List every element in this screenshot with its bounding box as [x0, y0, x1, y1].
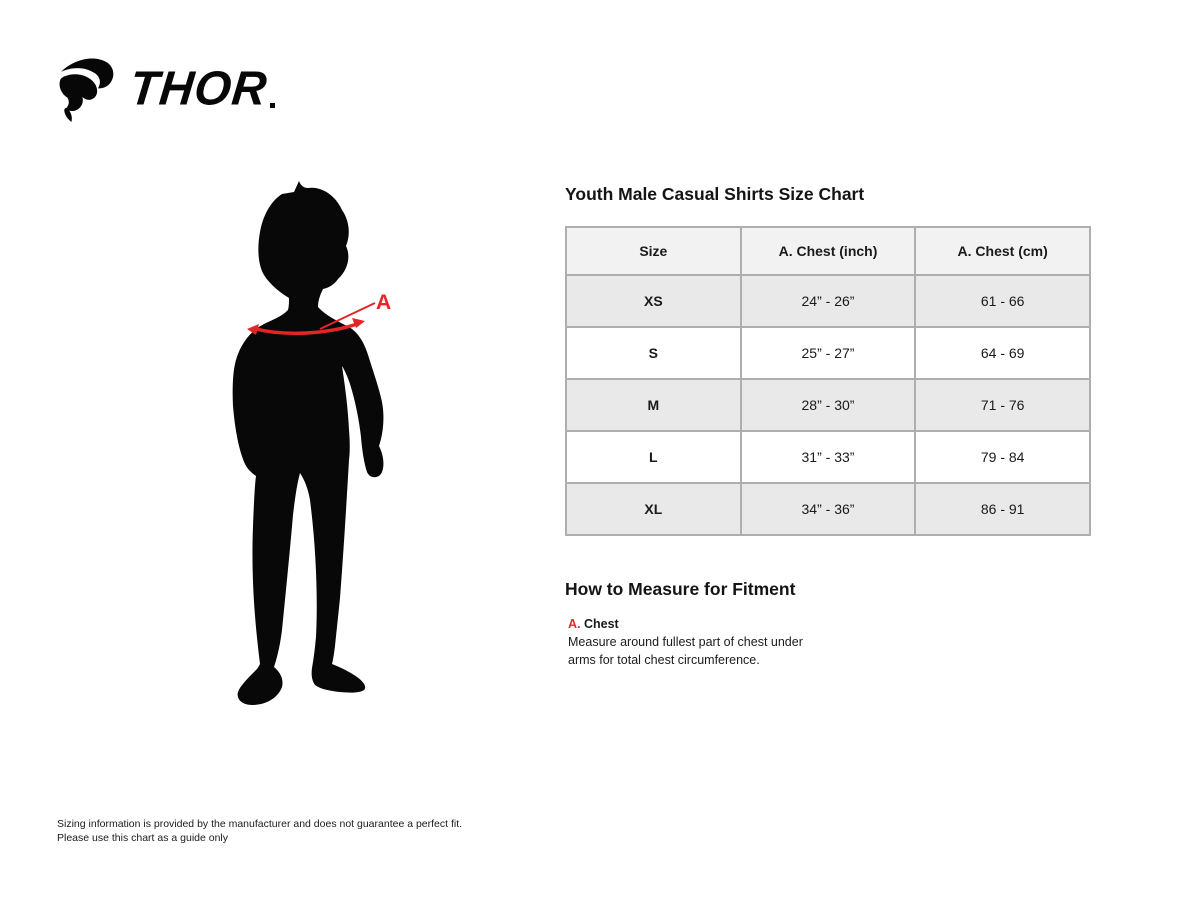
size-table: [565, 226, 1091, 536]
size-value: L: [566, 431, 741, 483]
chest-inch-value: 25” - 27”: [741, 327, 916, 379]
chest-cm-value: 64 - 69: [915, 327, 1090, 379]
logo-trademark-dot: [270, 103, 275, 108]
column-header-chest-cm: A. Chest (cm): [915, 227, 1090, 275]
column-header-chest-inch: A. Chest (inch): [741, 227, 916, 275]
chest-inch-value: 34” - 36”: [741, 483, 916, 535]
chest-inch-value: 31” - 33”: [741, 431, 916, 483]
column-header-size: Size: [566, 227, 741, 275]
chest-cm-value: 71 - 76: [915, 379, 1090, 431]
measure-description: Measure around fullest part of chest under arms for total chest circumference.: [568, 635, 803, 667]
table-row: [566, 327, 1090, 379]
chest-inch-value: 24” - 26”: [741, 275, 916, 327]
child-silhouette-figure: [224, 178, 416, 726]
chest-cm-value: 79 - 84: [915, 431, 1090, 483]
table-row: [566, 379, 1090, 431]
table-row: [566, 275, 1090, 327]
size-value: S: [566, 327, 741, 379]
chest-cm-value: 61 - 66: [915, 275, 1090, 327]
size-table-header-row: [566, 227, 1090, 275]
disclaimer: [57, 818, 462, 845]
table-row: [566, 431, 1090, 483]
disclaimer-line-2: Please use this chart as a guide only: [57, 831, 229, 844]
how-to-measure-title: How to Measure for Fitment: [565, 579, 796, 599]
thor-ram-head-icon: [54, 56, 128, 122]
size-value: XL: [566, 483, 741, 535]
brand-logo: [54, 56, 275, 122]
chest-inch-value: 28” - 30”: [741, 379, 916, 431]
size-chart-title: Youth Male Casual Shirts Size Chart: [565, 184, 865, 204]
disclaimer-line-1: Sizing information is provided by the manufacturer and does not guarantee a perfect fit.: [57, 818, 463, 830]
size-value: M: [566, 379, 741, 431]
measure-item-label: [568, 617, 1092, 631]
chest-cm-value: 86 - 91: [915, 483, 1090, 535]
size-value: XS: [566, 275, 741, 327]
brand-name: THOR: [127, 59, 270, 115]
measure-key-letter: A.: [568, 617, 581, 631]
size-chart-section: [565, 184, 1092, 669]
child-silhouette: [233, 181, 384, 705]
measure-key-name: Chest: [583, 617, 619, 631]
table-row: [566, 483, 1090, 535]
measurement-label-a: A: [376, 291, 392, 314]
